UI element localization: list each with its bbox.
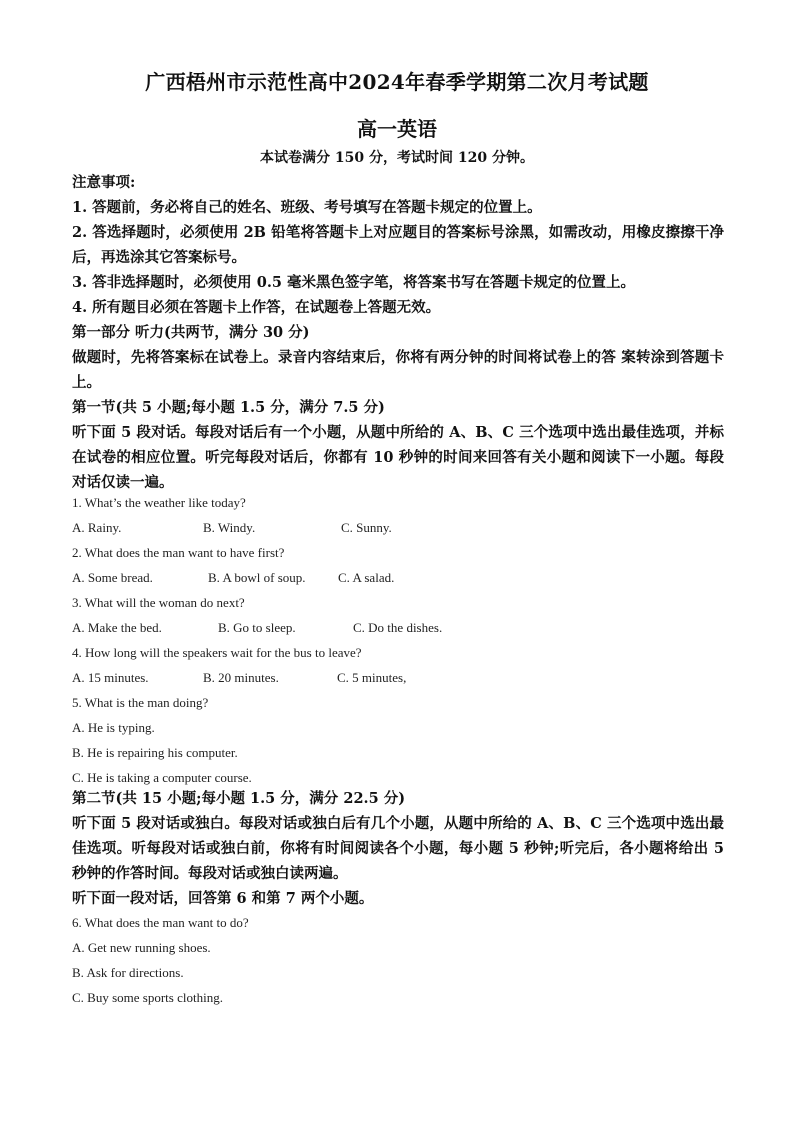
option-b: B. He is repairing his computer. (72, 745, 238, 760)
question-2-options (72, 565, 724, 590)
part1-heading: 第一部分 听力(共两节，满分 30 分) (72, 324, 310, 341)
option-b: B. A bowl of soup. (208, 570, 306, 585)
question-1-options (72, 515, 724, 540)
question-4: 4. How long will the speakers wait for the bus to leave? (72, 645, 362, 660)
section2-questions (72, 910, 724, 1010)
section2-sub-instruction: 听下面一段对话，回答第 6 和第 7 两个小题。 (72, 890, 374, 907)
question-6: 6. What does the man want to do? (72, 915, 249, 930)
note-item-4: 4. 所有题目必须在答题卡上作答，在试题卷上答题无效。 (72, 299, 441, 316)
subject-title: 高一英语 (357, 117, 437, 141)
option-b: B. Go to sleep. (218, 620, 296, 635)
option-c: C. Buy some sports clothing. (72, 990, 223, 1005)
option-a: A. Some bread. (72, 570, 153, 585)
option-c: C. 5 minutes, (337, 670, 407, 685)
part1-instruction: 做题时，先将答案标在试卷上。录音内容结束后，你将有两分钟的时间将试卷上的答 案转涂到答题卡上。 (72, 349, 724, 391)
option-c: C. He is taking a computer course. (72, 770, 252, 785)
option-b: B. 20 minutes. (203, 670, 279, 685)
section2-heading: 第二节(共 15 小题;每小题 1.5 分，满分 22.5 分) (72, 790, 406, 807)
option-a: A. Rainy. (72, 520, 122, 535)
section1-questions (72, 490, 724, 790)
option-b: B. Windy. (203, 520, 256, 535)
question-4-options (72, 665, 724, 690)
note-item-1: 1. 答题前，务必将自己的姓名、班级、考号填写在答题卡规定的位置上。 (72, 199, 542, 216)
question-1: 1. What’s the weather like today? (72, 495, 246, 510)
option-c: C. Sunny. (341, 520, 392, 535)
question-2: 2. What does the man want to have first? (72, 545, 285, 560)
option-c: C. Do the dishes. (353, 620, 443, 635)
note-item-3: 3. 答非选择题时，必须使用 0.5 毫米黑色签字笔，将答案书写在答题卡规定的位置上。 (72, 274, 636, 291)
notes-section (72, 170, 724, 495)
question-3: 3. What will the woman do next? (72, 595, 245, 610)
question-5: 5. What is the man doing? (72, 695, 209, 710)
section2-instruction: 听下面 5 段对话或独白。每段对话或独白后有几个小题，从题中所给的 A、B、C 三个选项中选出最佳选项。听每段对话或独白前，你将有时间阅读各个小题，每小题 5 秒钟;听完后，各小题将给出 5 秒钟的作答时间。每段对话或独白读两遍。 (72, 815, 724, 882)
option-a: A. Get new running shoes. (72, 940, 211, 955)
option-b: B. Ask for directions. (72, 965, 184, 980)
exam-info: 本试卷满分 150 分，考试时间 120 分钟。 (260, 150, 534, 166)
section2 (72, 786, 724, 911)
section1-heading: 第一节(共 5 小题;每小题 1.5 分，满分 7.5 分) (72, 399, 385, 416)
option-a: A. Make the bed. (72, 620, 162, 635)
option-a: A. He is typing. (72, 720, 155, 735)
section1-instruction: 听下面 5 段对话。每段对话后有一个小题，从题中所给的 A、B、C 三个选项中选出最佳选项，并标在试卷的相应位置。听完每段对话后，你都有 10 秒钟的时间来回答有关小题和阅读下一小题。每段对话仅读一遍。 (72, 424, 724, 491)
option-c: C. A salad. (338, 570, 395, 585)
notes-heading: 注意事项: (72, 174, 136, 191)
option-a: A. 15 minutes. (72, 670, 149, 685)
note-item-2: 2. 答选择题时，必须使用 2B 铅笔将答题卡上对应题目的答案标号涂黑，如需改动，用橡皮擦擦干净后，再选涂其它答案标号。 (72, 224, 724, 266)
exam-title: 广西梧州市示范性高中2024年春季学期第二次月考试题 (145, 70, 649, 94)
question-3-options (72, 615, 724, 640)
